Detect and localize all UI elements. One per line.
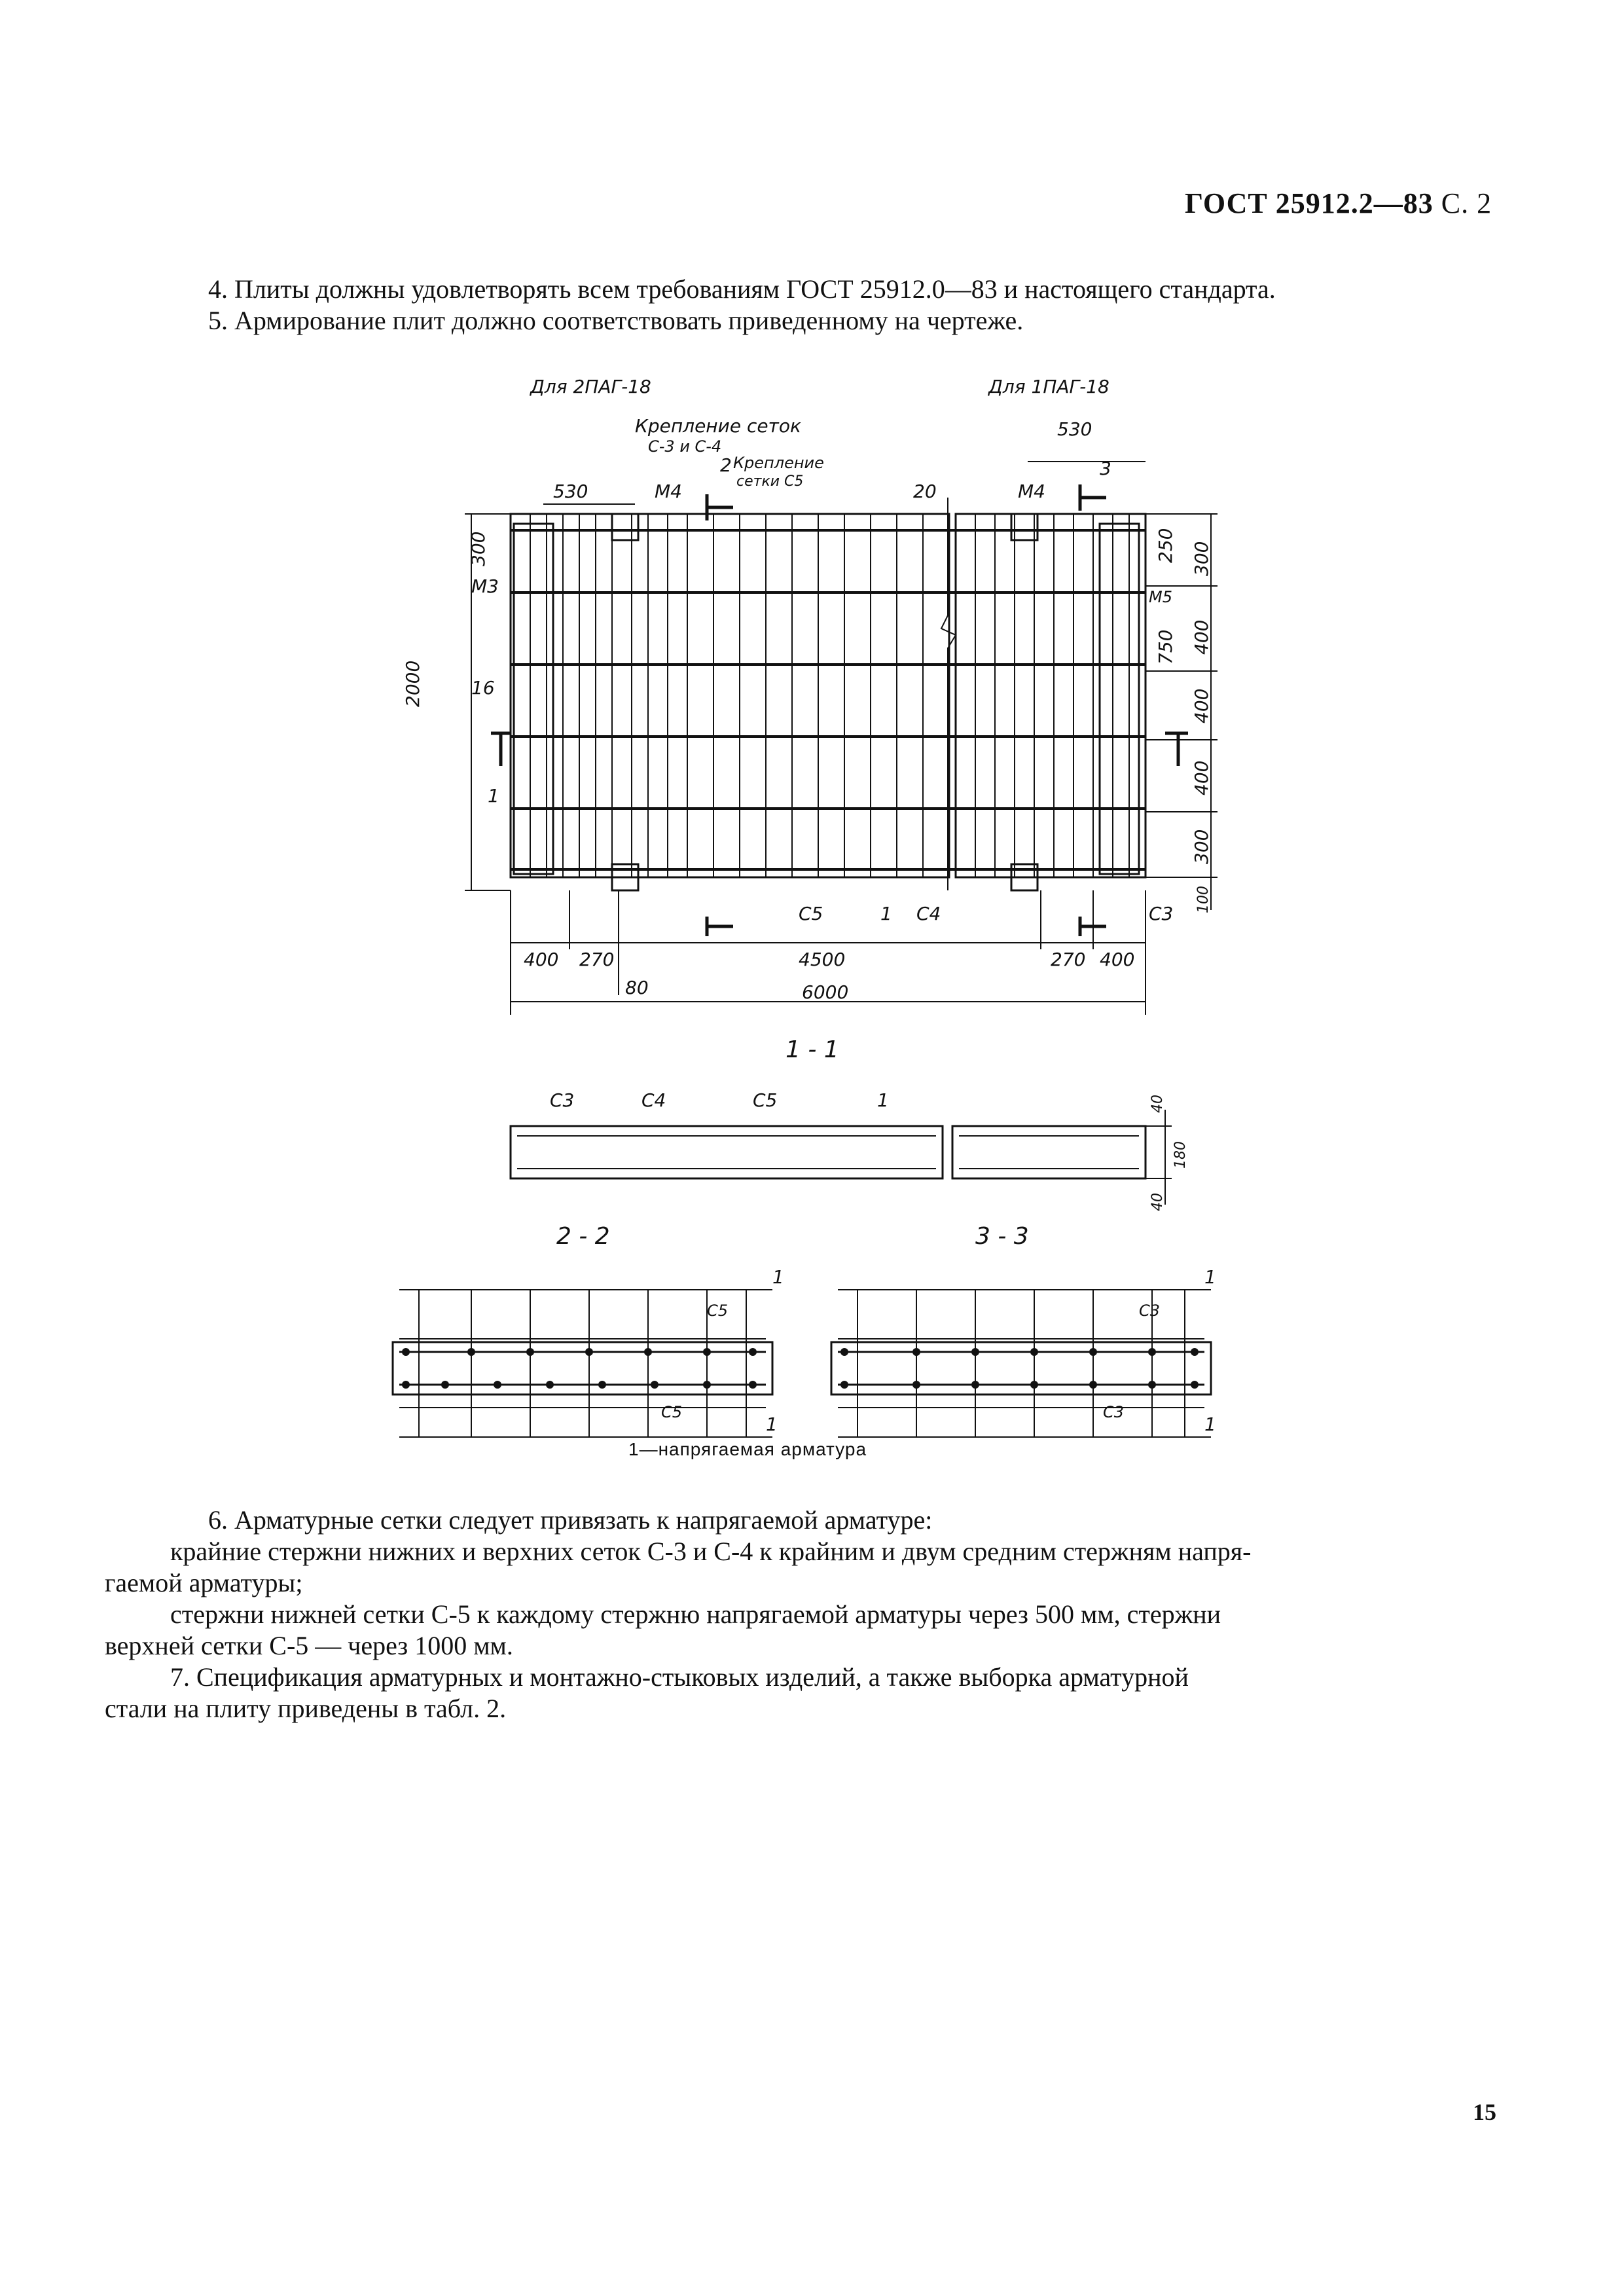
reinforcement-drawing [380,367,1506,1480]
figure-caption: 1—напрягаемая арматура [628,1439,867,1459]
label-sec33-1-top: 1 [1204,1266,1216,1288]
label-section-2-2: 2 - 2 [556,1223,610,1250]
paragraph-6-line-4: стержни нижней сетки С-5 к каждому стержню напрягаемой арматуры через 500 мм, стержни [170,1599,1221,1629]
insert-m4-left-top [612,514,638,540]
section-1-1-right [952,1126,1146,1178]
label-mesh-fix-2: С-3 и С-4 [648,437,722,456]
section-marker-1 [491,733,511,766]
label-dim-80: 80 [625,977,649,998]
paragraph-7: 7. Спецификация арматурных и монтажно-стыковых изделий, а также выборка арматурной [170,1662,1189,1692]
label-sec11-c4: С4 [641,1089,666,1111]
paragraph-4: 4. Плиты должны удовлетворять всем требованиям ГОСТ 25912.0—83 и настоящего стандарта. [208,274,1276,304]
label-one: 1 [880,903,892,924]
label-c5: С5 [799,903,823,924]
page-number: 15 [1473,2099,1496,2125]
label-dim-6000: 6000 [802,981,849,1003]
label-m4-right: М4 [1018,481,1045,502]
label-title-left: Для 2ПАГ-18 [530,376,651,397]
standard-number: ГОСТ 25912.2—83 [1185,187,1434,219]
paragraph-6-line-2: крайние стержни нижних и верхних сеток С-3 и С-4 к крайним и двум средним стержням напря- [170,1537,1252,1566]
label-dim-bottom-400-left: 400 [524,949,559,970]
paragraph-7-line-2: стали на плиту приведены в табл. 2. [105,1694,507,1723]
dimension-lines [465,462,1218,1015]
paragraph-5: 5. Армирование плит должно соответствовать приведенному на чертеже. [208,306,1024,335]
label-dim-right-4: 400 [1191,760,1212,795]
transverse-bars [530,514,1129,877]
label-dim-right-1: 300 [1191,541,1212,576]
label-dim-right-5: 300 [1191,829,1212,864]
label-dim-530-right: 530 [1057,418,1092,440]
paragraph-6-line-5: верхней сетки С-5 — через 1000 мм. [105,1631,513,1660]
label-dim-right-6: 100 [1195,886,1212,913]
label-sec33-1-bottom: 1 [1204,1413,1216,1435]
label-sec11-dim-180: 180 [1172,1141,1189,1169]
section-marker-3 [1080,484,1106,511]
label-sec22-1-bottom: 1 [766,1413,778,1435]
label-sec11-1: 1 [877,1089,889,1111]
paragraph-6-line-3: гаемой арматуры; [105,1568,303,1597]
label-m3: М3 [471,575,499,597]
label-sec22-c5-bottom: С5 [661,1403,683,1421]
label-sec22-c5-top: С5 [707,1302,729,1320]
label-dim-bottom-270-left: 270 [579,949,615,970]
label-dim-bottom-270-right: 270 [1051,949,1086,970]
page-header [1185,187,1492,220]
label-dim-bottom-400-right: 400 [1100,949,1135,970]
section-2-2 [393,1342,772,1394]
label-dim-right-3: 400 [1191,688,1212,723]
label-title-right: Для 1ПАГ-18 [988,376,1110,397]
label-sec11-c5: С5 [753,1089,778,1111]
label-dim-2000: 2000 [402,660,424,707]
label-sec33-c3-top: С3 [1139,1302,1161,1320]
section-marker-2 [707,494,733,520]
label-sec22-1-top: 1 [772,1266,784,1288]
section-marker-2-bottom [707,917,733,936]
label-dim-530-left: 530 [553,481,588,502]
page-indicator: С. 2 [1441,187,1492,219]
label-m4-left: М4 [655,481,682,502]
label-mark-3: 3 [1100,458,1111,479]
label-section-3-3: 3 - 3 [975,1223,1029,1250]
mesh-c3-right [1100,524,1139,874]
label-mark-16: 16 [471,677,495,699]
label-dim-bottom-4500: 4500 [799,949,846,970]
longitudinal-bars [511,530,1146,869]
label-m5: М5 [1149,588,1172,606]
label-dim-300-left: 300 [467,531,489,566]
label-dim-750: 750 [1155,629,1176,665]
label-c5-fix-2: сетки С5 [736,473,804,490]
label-dim-right-2: 400 [1191,619,1212,655]
label-c5-fix: Крепление [733,454,824,472]
label-dim-20: 20 [913,481,937,502]
paragraph-6: 6. Арматурные сетки следует привязать к напрягаемой арматуре: [208,1505,933,1535]
label-c4: С4 [916,903,941,924]
label-section-1-1: 1 - 1 [785,1036,839,1063]
label-sec33-c3-bottom: С3 [1103,1403,1125,1421]
label-c3: С3 [1149,903,1174,924]
label-mesh-fix: Крепление сеток [635,415,801,437]
section-1-1-left [511,1126,943,1178]
plate-right-outline [956,514,1146,877]
label-mark-1: 1 [488,785,499,807]
label-dim-250: 250 [1155,528,1176,563]
label-sec11-dim-40-bottom: 40 [1149,1193,1166,1211]
label-mark-2: 2 [720,454,732,476]
label-sec11-c3: С3 [550,1089,575,1111]
break-line [941,498,956,890]
plate-left-outline [511,514,949,877]
section-marker-1-right [1165,733,1188,766]
label-sec11-dim-40-top: 40 [1149,1095,1166,1113]
